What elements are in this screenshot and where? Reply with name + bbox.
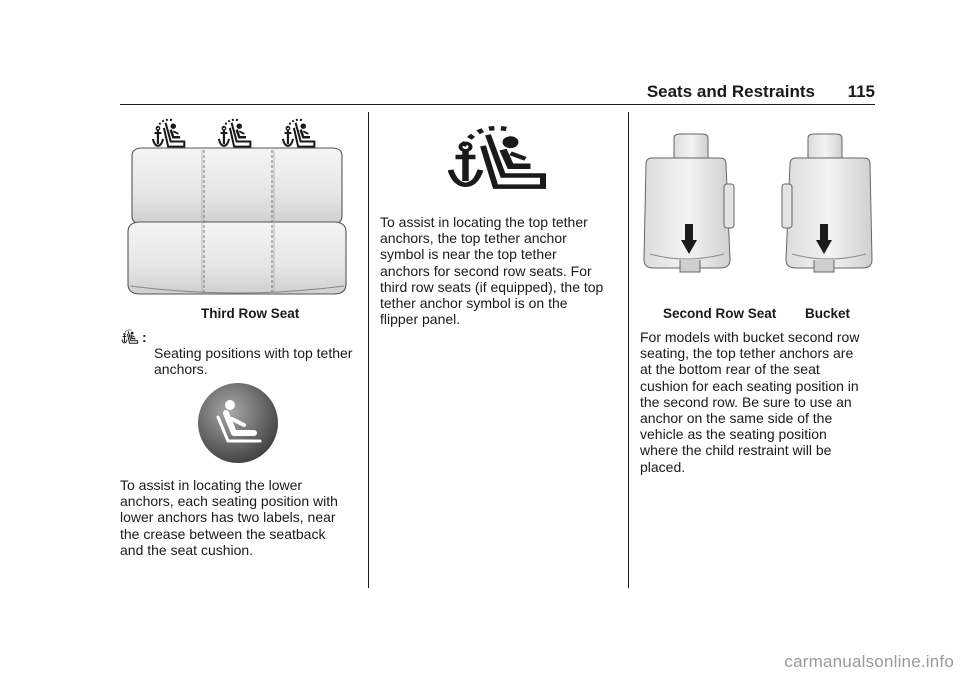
figure-caption-bucket: Bucket bbox=[805, 306, 851, 321]
lower-anchor-symbol-icon bbox=[196, 381, 280, 465]
second-row-seat-rear-illustration bbox=[776, 132, 876, 274]
column-divider-1 bbox=[368, 112, 369, 588]
tether-symbol-description: Seating positions with top tether anchors. bbox=[154, 345, 353, 378]
symbol-colon: : bbox=[142, 329, 147, 345]
second-row-seat-rear-illustration bbox=[640, 132, 740, 274]
bucket-seat-paragraph: For models with bucket second row seating, the top tether anchors are at the bottom rear of the seat cushion for each seating position in the second row. Be sure to use an anchor on the same side of the vehicle as the seating position where the child restraint will be placed. bbox=[640, 329, 860, 475]
tether-anchor-symbol-icon bbox=[216, 116, 254, 150]
tether-anchor-symbol-icon bbox=[280, 116, 318, 150]
top-tether-paragraph: To assist in locating the top tether anchors, the top tether anchor symbol is near the top tether anchors for second row seats. For third row seats (if equipped), the top tether anchor symbol is on the flipper panel. bbox=[380, 214, 604, 328]
running-header bbox=[120, 82, 875, 105]
column-divider-2 bbox=[628, 112, 629, 588]
figure-caption: Third Row Seat bbox=[201, 306, 300, 321]
tether-anchor-symbol-icon bbox=[448, 120, 548, 194]
tether-anchor-symbol-icon bbox=[150, 116, 188, 150]
figure-caption-second-row: Second Row Seat bbox=[663, 306, 777, 321]
third-row-seat-illustration bbox=[126, 146, 348, 298]
watermark: carmanualsonline.info bbox=[784, 652, 954, 671]
lower-anchor-paragraph: To assist in locating the lower anchors, each seating position with lower anchors has two labels, near the crease between the seatback and the seat cushion. bbox=[120, 477, 338, 558]
section-title: Seats and Restraints bbox=[646, 82, 815, 101]
tether-anchor-symbol-icon bbox=[120, 328, 140, 345]
page-number: 115 bbox=[847, 82, 875, 101]
